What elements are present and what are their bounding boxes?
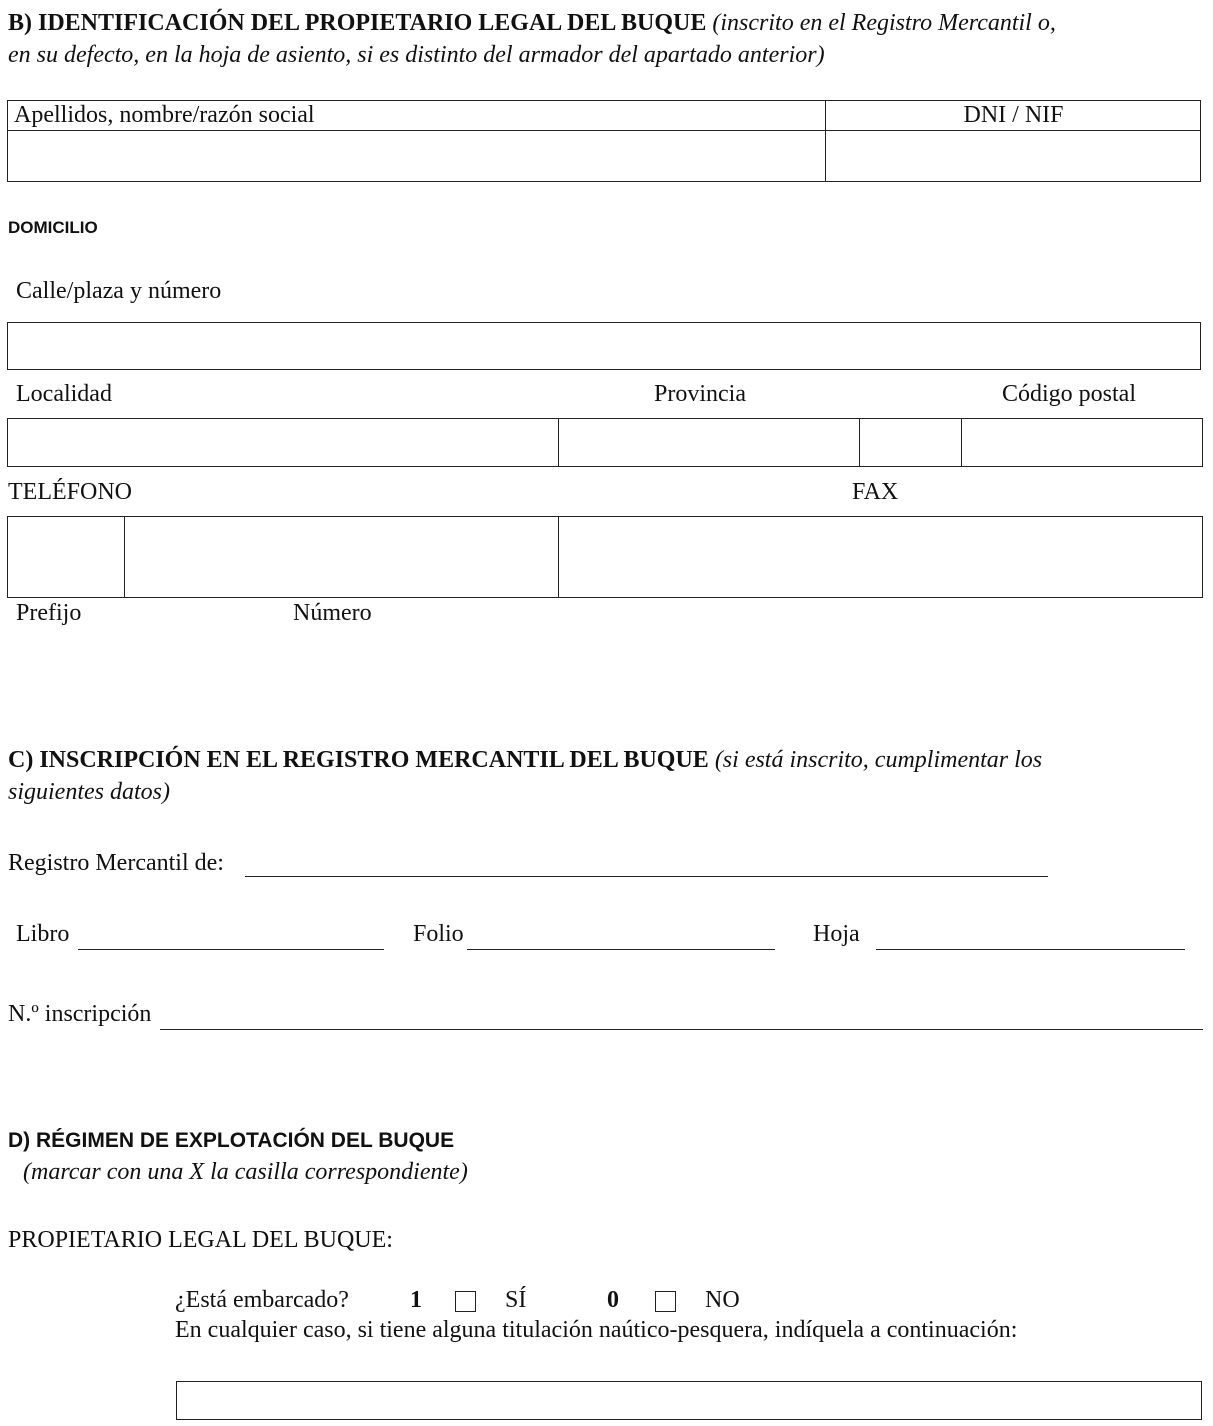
locality-label: Localidad [16, 381, 112, 407]
titles-field[interactable] [181, 1384, 1201, 1419]
book-underline [78, 949, 384, 950]
section-b-note-line1: (inscrito en el Registro Mercantil o, [712, 10, 1056, 36]
sheet-label: Hoja [813, 921, 860, 947]
folio-field[interactable] [469, 919, 777, 949]
yes-code: 1 [410, 1287, 422, 1313]
section-c-note-line2: siguientes datos) [8, 779, 170, 805]
section-c-title: C) INSCRIPCIÓN EN EL REGISTRO MERCANTIL DEL BUQUE [8, 747, 709, 773]
folio-underline [467, 949, 775, 950]
book-field[interactable] [80, 919, 386, 949]
owner-name-field[interactable] [12, 136, 824, 178]
prefix-label: Prefijo [16, 600, 82, 626]
embarked-question: ¿Está embarcado? [175, 1287, 349, 1313]
phone-divider-1 [124, 516, 125, 598]
book-label: Libro [16, 921, 70, 947]
domicilio-heading: DOMICILIO [8, 218, 98, 237]
sheet-underline [876, 949, 1185, 950]
address-divider-1 [558, 418, 559, 467]
registry-label: Registro Mercantil de: [8, 850, 224, 876]
postal-code-field[interactable] [966, 422, 1202, 465]
owner-label: PROPIETARIO LEGAL DEL BUQUE: [8, 1227, 393, 1253]
section-b-title: B) IDENTIFICACIÓN DEL PROPIETARIO LEGAL DEL BUQUE [8, 10, 707, 36]
titles-prompt: En cualquier caso, si tiene alguna titulación naútico-pesquera, indíquela a continuación: [175, 1317, 1018, 1343]
inscription-underline [160, 1029, 1203, 1030]
sheet-field[interactable] [878, 919, 1187, 949]
yes-label: SÍ [505, 1287, 527, 1313]
phone-prefix-field[interactable] [12, 520, 124, 596]
name-column-header: Apellidos, nombre/razón social [14, 102, 315, 128]
number-label: Número [293, 600, 372, 626]
street-label: Calle/plaza y número [16, 278, 222, 304]
section-c-header [8, 744, 1208, 808]
fax-field[interactable] [563, 520, 1202, 596]
street-field[interactable] [12, 326, 1200, 368]
owner-id-field[interactable] [830, 136, 1200, 178]
section-d-note: (marcar con una X la casilla correspondiente) [23, 1159, 468, 1185]
address-divider-2 [859, 418, 860, 467]
province-label: Provincia [654, 381, 746, 407]
postal-code-label: Código postal [1002, 381, 1137, 407]
section-b-note-line2: en su defecto, en la hoja de asiento, si es distinto del armador del apartado anterior) [8, 42, 825, 68]
phone-divider-2 [558, 516, 559, 598]
province-field[interactable] [563, 422, 859, 465]
folio-label: Folio [413, 921, 464, 947]
inscription-field[interactable] [162, 999, 1204, 1029]
section-c-note-line1: (si está inscrito, cumplimentar los [714, 747, 1043, 773]
phone-number-field[interactable] [129, 520, 558, 596]
section-b-header [8, 7, 1208, 71]
province-code-field[interactable] [864, 422, 961, 465]
no-checkbox[interactable] [655, 1291, 676, 1312]
yes-checkbox[interactable] [455, 1291, 476, 1312]
phone-label: TELÉFONO [8, 479, 132, 505]
fax-label: FAX [852, 479, 899, 505]
registry-underline [245, 876, 1048, 877]
no-code: 0 [607, 1287, 619, 1313]
inscription-label: N.º inscripción [8, 1001, 152, 1027]
address-divider-3 [961, 418, 962, 467]
locality-field[interactable] [12, 422, 558, 465]
section-d-title: D) RÉGIMEN DE EXPLOTACIÓN DEL BUQUE [8, 1129, 455, 1152]
table-header-divider [7, 130, 1201, 131]
no-label: NO [705, 1287, 740, 1313]
id-column-header: DNI / NIF [963, 102, 1064, 128]
registry-field[interactable] [248, 846, 1050, 876]
